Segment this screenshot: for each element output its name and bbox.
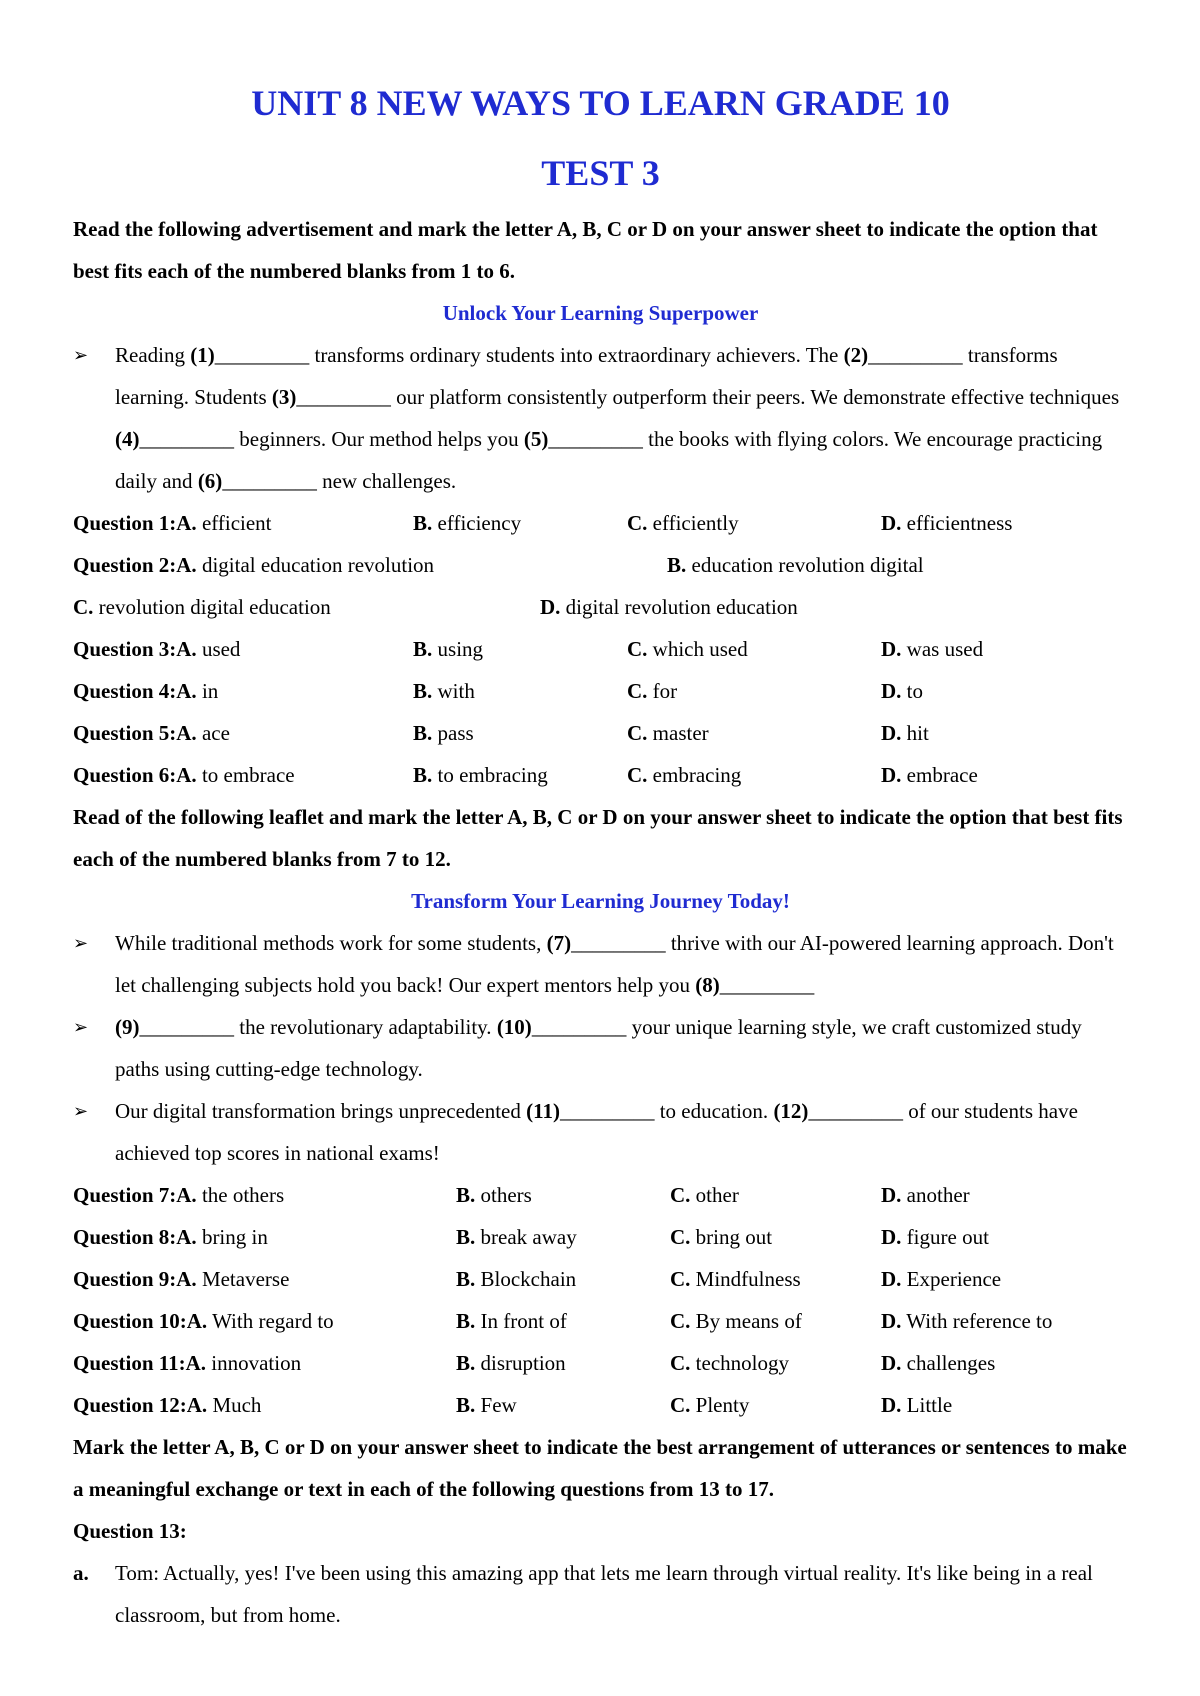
option-b[interactable]: pass [437, 721, 474, 745]
passage-run: _________ to education. [559, 1099, 774, 1123]
passage-run: _________ of our students have achieved top scores in national exams! [115, 1099, 1078, 1165]
option-c[interactable]: revolution digital education [98, 595, 331, 619]
question-label: Question 11: [73, 1351, 186, 1375]
bullet-arrow-icon: ➢ [73, 1101, 89, 1121]
blank-number: (10) [496, 1015, 532, 1039]
option-c[interactable]: which used [652, 637, 748, 661]
bullet-arrow-icon: ➢ [73, 1017, 89, 1037]
question-row-7: Question 7:A. the others B. others C. other D. another [73, 1183, 970, 1207]
option-c[interactable]: other [695, 1183, 739, 1207]
option-a[interactable]: Much [212, 1393, 262, 1417]
page-subtitle: TEST 3 [541, 153, 660, 193]
passage-run: _________ [719, 973, 815, 997]
option-b[interactable]: education revolution digital [691, 553, 924, 577]
option-b[interactable]: to embracing [437, 763, 548, 787]
option-a[interactable]: efficient [201, 511, 272, 535]
option-c[interactable]: By means of [695, 1309, 802, 1333]
question-row-1: Question 1:A. efficient B. efficiency C. efficiently D. efficientness [73, 511, 1013, 535]
option-b[interactable]: efficiency [437, 511, 522, 535]
question-label: Question 1: [73, 511, 177, 535]
section1-instruction: Read the following advertisement and mark the letter A, B, C or D on your answer sheet to indicate the option that best fits each of the numbered blanks from 1 to 6. [73, 217, 1098, 283]
option-d[interactable]: Little [906, 1393, 953, 1417]
passage-run: _________ your unique learning style, we craft customized study paths using cutting-edge technology. [115, 1015, 1082, 1081]
question-13-label: Question 13: [73, 1519, 187, 1543]
blank-number: (2) [843, 343, 869, 367]
passage-run: _________ the books with flying colors. We encourage practicing daily and [115, 427, 1103, 493]
option-d[interactable]: With reference to [906, 1309, 1053, 1333]
option-d[interactable]: to [906, 679, 924, 703]
section3-instruction: Mark the letter A, B, C or D on your answer sheet to indicate the best arrangement of utterances or sentences to make a meaningful exchange or text in each of the following questions from 13 to 17. [73, 1435, 1127, 1501]
blank-number: (7) [546, 931, 572, 955]
question-row-9: Question 9:A. Metaverse B. Blockchain C. Mindfulness D. Experience [73, 1267, 1002, 1291]
option-a[interactable]: to embrace [201, 763, 295, 787]
question-label: Question 12: [73, 1393, 187, 1417]
page-title: UNIT 8 NEW WAYS TO LEARN GRADE 10 [251, 83, 950, 123]
blank-number: (12) [773, 1099, 809, 1123]
question-row-2: Question 2:A. digital education revolution B. education revolution digital [73, 553, 924, 577]
option-d[interactable]: another [906, 1183, 970, 1207]
section1-heading: Unlock Your Learning Superpower [442, 301, 759, 325]
option-a[interactable]: used [201, 637, 241, 661]
option-d[interactable]: hit [906, 721, 929, 745]
passage-run: _________ the revolutionary adaptability. [139, 1015, 497, 1039]
blank-number: (4) [115, 427, 140, 451]
question-row-11: Question 11:A. innovation B. disruption C. technology D. challenges [73, 1351, 996, 1375]
passage-run: _________ transforms ordinary students into extraordinary achievers. The [214, 343, 844, 367]
passage-text [115, 922, 1128, 1006]
passage-text [115, 1006, 1128, 1090]
question-label: Question 6: [73, 763, 177, 787]
passage-run: _________ our platform consistently outperform their peers. We demonstrate effective techniques [296, 385, 1120, 409]
section2-heading: Transform Your Learning Journey Today! [411, 889, 790, 913]
worksheet-page [73, 68, 1128, 1636]
question-row-8: Question 8:A. bring in B. break away C. bring out D. figure out [73, 1225, 989, 1249]
option-b[interactable]: break away [480, 1225, 577, 1249]
option-c[interactable]: master [652, 721, 709, 745]
question-label: Question 7: [73, 1183, 177, 1207]
question-row-10: Question 10:A. With regard to B. In front of C. By means of D. With reference to [73, 1309, 1053, 1333]
option-d[interactable]: Experience [906, 1267, 1002, 1291]
option-c[interactable]: Mindfulness [695, 1267, 801, 1291]
item-text: Tom: Actually, yes! I've been using this amazing app that lets me learn through virtual reality. It's like being in a real classroom, but from home. [115, 1561, 1093, 1627]
question-label: Question 9: [73, 1267, 177, 1291]
question-label: Question 8: [73, 1225, 177, 1249]
question-row-12: Question 12:A. Much B. Few C. Plenty D. Little [73, 1393, 953, 1417]
option-b[interactable]: Few [480, 1393, 517, 1417]
question-label: Question 5: [73, 721, 177, 745]
passage-run: _________ thrive with our AI-powered learning approach. Don't let challenging subjects hold you back! Our expert mentors help you [115, 931, 1114, 997]
option-d[interactable]: challenges [906, 1351, 996, 1375]
option-b[interactable]: others [480, 1183, 532, 1207]
blank-number: (11) [526, 1099, 560, 1123]
option-c[interactable]: efficiently [652, 511, 739, 535]
option-d[interactable]: figure out [906, 1225, 989, 1249]
option-a[interactable]: With regard to [212, 1309, 334, 1333]
option-d[interactable]: efficientness [906, 511, 1013, 535]
bullet-arrow-icon: ➢ [73, 345, 89, 365]
section2-paragraph-1 [73, 922, 1128, 1006]
passage-run: Reading [115, 343, 191, 367]
section2-paragraph-3 [73, 1090, 1128, 1174]
section2-instruction: Read of the following leaflet and mark the letter A, B, C or D on your answer sheet to indicate the option that best fits each of the numbered blanks from 7 to 12. [73, 805, 1123, 871]
blank-number: (6) [197, 469, 223, 493]
section1-passage [73, 334, 1128, 502]
passage-run: _________ new challenges. [222, 469, 457, 493]
blank-number: (8) [695, 973, 720, 997]
item-letter: a. [73, 1561, 89, 1585]
question-row-6: Question 6:A. to embrace B. to embracing C. embracing D. embrace [73, 763, 978, 787]
passage-run: Our digital transformation brings unprecedented [115, 1099, 527, 1123]
option-b[interactable]: Blockchain [480, 1267, 577, 1291]
question-label: Question 4: [73, 679, 177, 703]
passage-text [115, 1090, 1128, 1174]
option-c[interactable]: embracing [652, 763, 742, 787]
blank-number: (1) [190, 343, 215, 367]
question-row-2b: C. revolution digital education D. digital revolution education [73, 595, 798, 619]
option-c[interactable]: technology [695, 1351, 789, 1375]
option-b[interactable]: with [437, 679, 475, 703]
option-d[interactable]: was used [906, 637, 984, 661]
option-a[interactable]: bring in [201, 1225, 268, 1249]
option-c[interactable]: Plenty [695, 1393, 750, 1417]
option-a[interactable]: ace [201, 721, 230, 745]
question-label: Question 3: [73, 637, 177, 661]
option-d[interactable]: embrace [906, 763, 978, 787]
option-a[interactable]: in [201, 679, 219, 703]
option-c[interactable]: for [652, 679, 678, 703]
blank-number: (9) [115, 1015, 140, 1039]
bullet-arrow-icon: ➢ [73, 933, 89, 953]
option-d[interactable]: digital revolution education [565, 595, 798, 619]
option-a[interactable]: Metaverse [201, 1267, 290, 1291]
passage-run: _________ beginners. Our method helps you [139, 427, 524, 451]
option-a[interactable]: digital education revolution [201, 553, 435, 577]
section2-paragraph-2 [73, 1006, 1128, 1090]
question-label: Question 2: [73, 553, 177, 577]
question-13-item-a [73, 1552, 1128, 1636]
question-row-3: Question 3:A. used B. using C. which used D. was used [73, 637, 984, 661]
passage-run: While traditional methods work for some students, [115, 931, 547, 955]
blank-number: (3) [271, 385, 297, 409]
question-row-5: Question 5:A. ace B. pass C. master D. hit [73, 721, 929, 745]
blank-number: (5) [523, 427, 549, 451]
question-row-4: Question 4:A. in B. with C. for D. to [73, 679, 924, 703]
option-b[interactable]: In front of [480, 1309, 567, 1333]
passage-run: _________ transforms learning. Students [115, 343, 1058, 409]
question-label: Question 10: [73, 1309, 187, 1333]
passage-text [115, 334, 1128, 502]
option-a[interactable]: innovation [211, 1351, 302, 1375]
option-c[interactable]: bring out [695, 1225, 773, 1249]
option-b[interactable]: using [437, 637, 484, 661]
option-a[interactable]: the others [201, 1183, 285, 1207]
option-b[interactable]: disruption [480, 1351, 566, 1375]
